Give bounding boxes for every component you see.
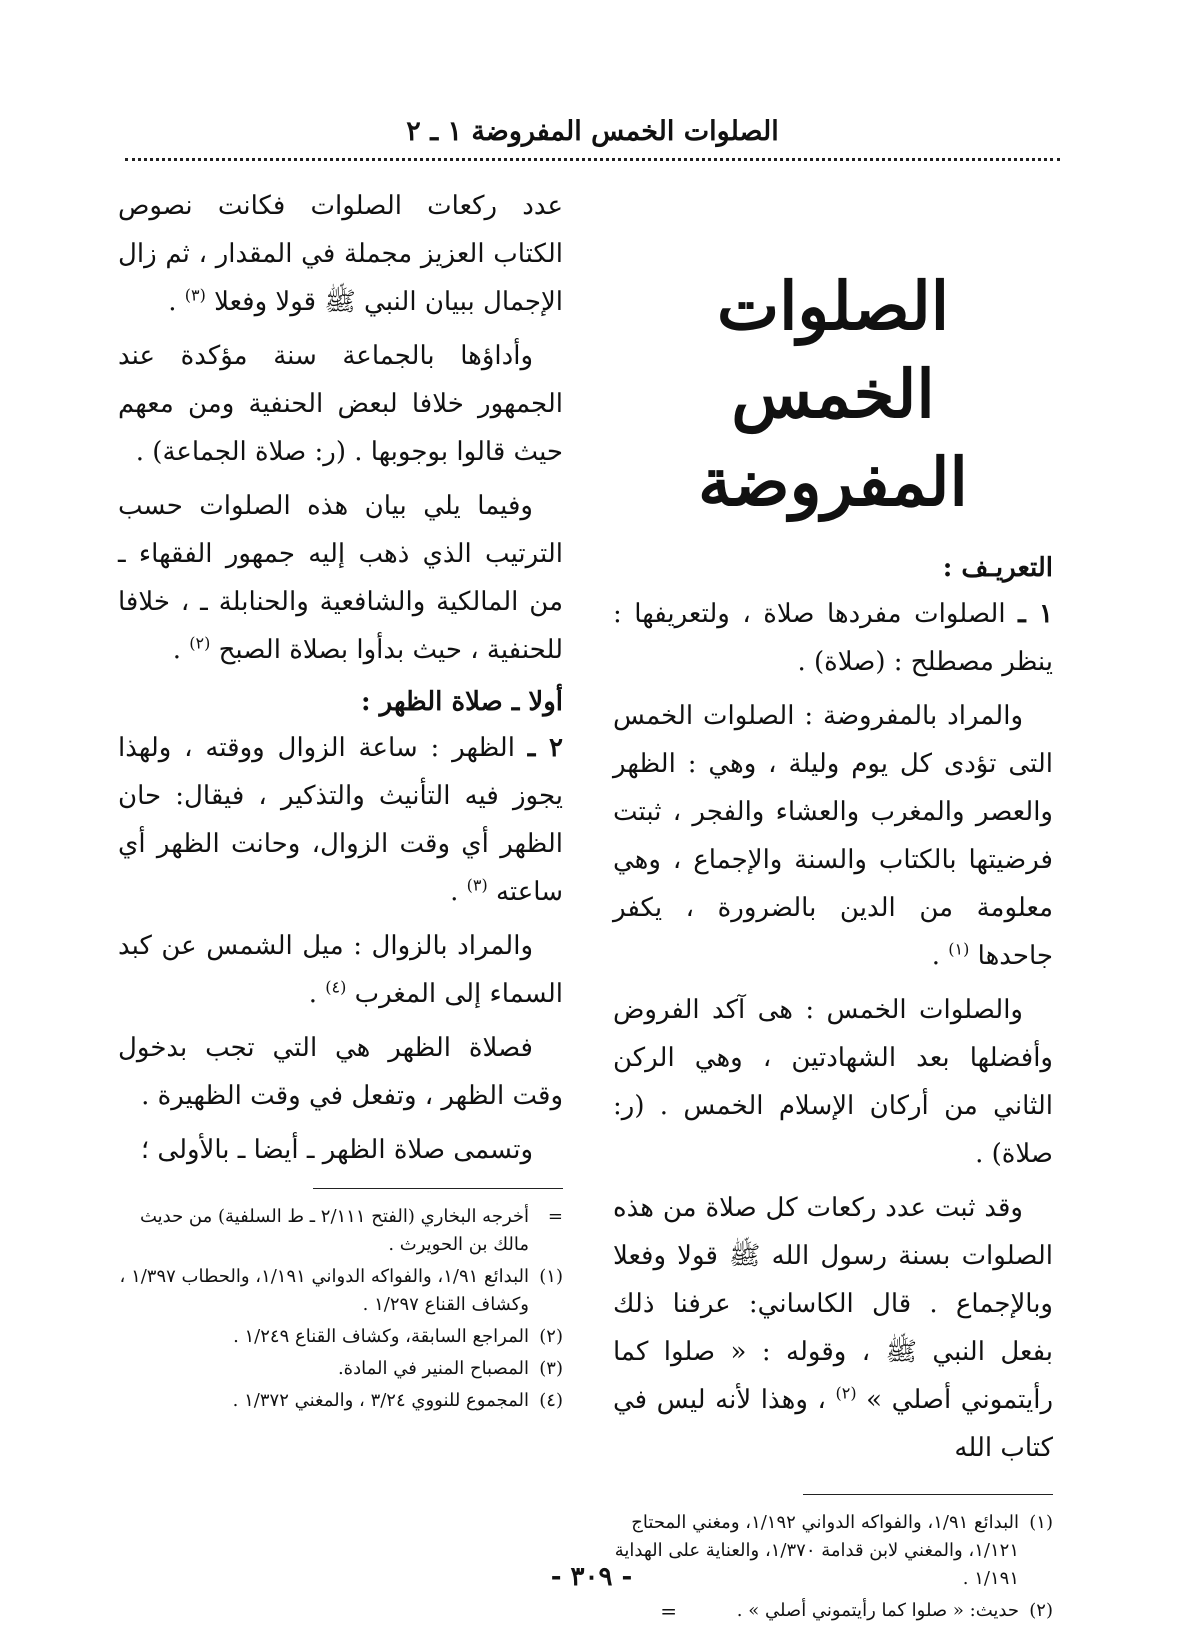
paragraph-rakaat (613, 1184, 1053, 1472)
footnote-text: حديث: « صلوا كما رأيتموني أصلي » . (736, 1600, 1019, 1621)
paragraph-first-name: وتسمى صلاة الظهر ـ أيضا ـ بالأولى ؛ (140, 1135, 533, 1165)
paragraph-continued: عدد ركعات الصلوات فكانت نصوص الكتاب العزيز مجملة في المقدار ، ثم زال الإجمال ببيان النبي ﷺ قولا وفعلا $^{(٣)}$ . (118, 191, 563, 317)
paragraph-number: ٢ ـ (527, 733, 564, 763)
footnote-text: البدائع ١/٩١، والفواكه الدواني ١/١٩٢، ومغني المحتاج ١/١٢١، والمغني لابن قدامة ١/٣٧٠، والعناية على الهداية ١/١٩١ . (614, 1512, 1019, 1589)
right-column (613, 182, 1053, 1629)
footnote (118, 1203, 563, 1259)
running-header: الصلوات الخمس المفروضة ١ ـ ٢ (406, 116, 779, 147)
paragraph-five-prayers: والصلوات الخمس : هى آكد الفروض وأفضلها بعد الشهادتين ، وهي الركن الثاني من أركان الإسلام الخمس . (ر: صلاة) . (613, 995, 1053, 1169)
article-title (613, 262, 1053, 526)
footnote-rule (313, 1188, 563, 1189)
paragraph-congregation: وأداؤها بالجماعة سنة مؤكدة عند الجمهور خلافا لبعض الحنفية ومن معهم حيث قالوا بوجوبها . (ر: صلاة الجماعة) . (118, 341, 563, 467)
section-heading-dhuhr: أولا ـ صلاة الظهر : (360, 687, 563, 717)
footnote (118, 1263, 563, 1319)
paragraph-text: وفيما يلي بيان هذه الصلوات حسب الترتيب الذي ذهب إليه جمهور الفقهاء ـ من المالكية والشافعية والحنابلة ـ ، خلافا للحنفية ، حيث بدأوا بصلاة الصبح (118, 491, 563, 665)
footnote-ref: (١) (948, 939, 970, 959)
footnote-text: البدائع ١/٩١، والفواكه الدواني ١/١٩١، والحطاب ١/٣٩٧ ، وكشاف القناع ١/٢٩٧ . (119, 1266, 529, 1315)
footnote-mark: (٢) (1029, 1600, 1053, 1621)
footnote-text: المراجع السابقة، وكشاف القناع ١/٢٤٩ . (233, 1326, 529, 1347)
paragraph-text: والمراد بالزوال : ميل الشمس عن كبد السماء إلى المغرب (118, 931, 563, 1009)
footnote-text: أخرجه البخاري (الفتح ٢/١١١ ـ ط السلفية) من حديث مالك بن الحويرث . (139, 1206, 529, 1255)
footnote (118, 1355, 563, 1383)
definition-heading: التعريـف : (942, 553, 1053, 583)
footnote-ref: (٣) (466, 875, 488, 895)
paragraph-text: عدد ركعات الصلوات فكانت نصوص الكتاب العزيز مجملة في المقدار ، ثم زال الإجمال ببيان النبي ﷺ قولا وفعلا (118, 191, 563, 317)
paragraph-order: وفيما يلي بيان هذه الصلوات حسب الترتيب الذي ذهب إليه جمهور الفقهاء ـ من المالكية والشافعية والحنابلة ـ ، خلافا للحنفية ، حيث بدأوا بصلاة الصبح $^{(٢)}$ . (118, 491, 563, 665)
footnote-mark: (٣) (539, 1358, 563, 1379)
header-dotted-rule (125, 158, 1060, 161)
footnote-mark: = (547, 1206, 563, 1227)
paragraph-text-end: ، وهذا لأنه ليس في كتاب الله (613, 1385, 1053, 1463)
footnote (118, 1387, 563, 1415)
footnote-ref: (٢) (189, 633, 211, 653)
paragraph-number: ١ ـ (1018, 599, 1054, 629)
paragraph-text: والمراد بالمفروضة : الصلوات الخمس التى تؤدى كل يوم وليلة ، وهي : الظهر والعصر والمغرب والعشاء والفجر ، ثبتت فرضيتها بالكتاب والسنة والإجماع ، وهي معلومة من الدين بالضرورة ، يكفر جاحدها (613, 701, 1053, 971)
paragraph-1 (613, 590, 1053, 686)
footnote-rule (803, 1494, 1053, 1495)
page-number: - ٣٠٩ - (550, 1562, 633, 1592)
paragraph-zawal: والمراد بالزوال : ميل الشمس عن كبد السماء إلى المغرب $^{(٤)}$ . (118, 931, 563, 1009)
paragraph-obligatory: والمراد بالمفروضة : الصلوات الخمس التى تؤدى كل يوم وليلة ، وهي : الظهر والعصر والمغرب والعشاء والفجر ، ثبتت فرضيتها بالكتاب والسنة والإجماع ، وهي معلومة من الدين بالضرورة ، يكفر جاحدها $^{(١)}$ . (613, 701, 1053, 971)
article-title-line-2: المفروضة (698, 443, 968, 521)
paragraph-dhuhr-prayer: فصلاة الظهر هي التي تجب بدخول وقت الظهر ، وتفعل في وقت الظهيرة . (118, 1033, 563, 1111)
footnote-ref: (٣) (184, 285, 206, 305)
left-column (118, 182, 563, 1419)
footnote-mark: (٤) (539, 1390, 563, 1411)
footnote-text: المصباح المنير في المادة. (337, 1358, 529, 1379)
footnote-text: المجموع للنووي ٣/٢٤ ، والمغني ١/٣٧٢ . (232, 1390, 529, 1411)
paragraph-text: وقد ثبت عدد ركعات كل صلاة من هذه الصلوات بسنة رسول الله ﷺ قولا وفعلا وبالإجماع . قال الكاساني: عرفنا ذلك بفعل النبي ﷺ ، وقوله : « صلوا كما رأيتموني أصلي » (613, 1193, 1054, 1415)
footnote-mark: (٢) (539, 1326, 563, 1347)
footnote-ref: (٤) (325, 977, 347, 997)
paragraph-text: الظهر : ساعة الزوال ووقته ، ولهذا يجوز فيه التأنيث والتذكير ، فيقال: حان الظهر أي وقت الزوال، وحانت الظهر أي ساعته (118, 733, 563, 907)
footnote-ref: (٢) (835, 1383, 857, 1403)
article-title-line-1: الصلوات الخمس (716, 267, 950, 433)
footnote (118, 1323, 563, 1351)
footnote-mark: (١) (1029, 1512, 1053, 1533)
footnote: (٢)حديث: « صلوا كما رأيتموني أصلي » . = (660, 1599, 1053, 1623)
paragraph-2: ٢ ـ الظهر : ساعة الزوال ووقته ، ولهذا يجوز فيه التأنيث والتذكير ، فيقال: حان الظهر أي وقت الزوال، وحانت الظهر أي ساعته $^{(٣)}$ . (118, 733, 564, 907)
footnote-mark: (١) (539, 1266, 563, 1287)
paragraph-text: الصلوات مفردها صلاة ، ولتعريفها : ينظر مصطلح : (صلاة) . (613, 599, 1053, 677)
